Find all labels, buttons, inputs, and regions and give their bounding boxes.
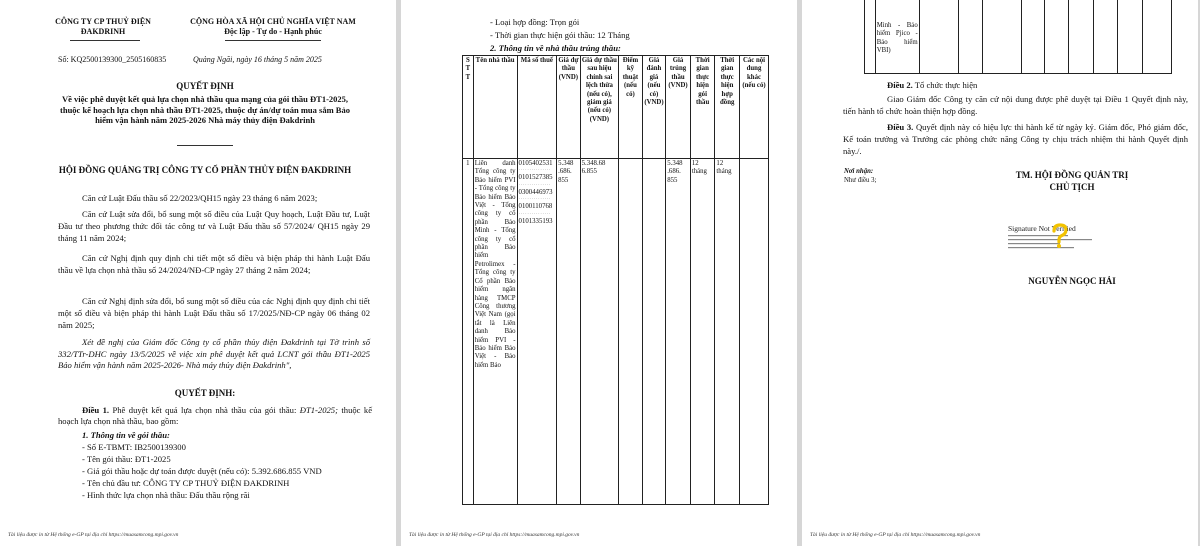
page-footer: Tài liệu được in từ Hệ thống e-GP tại địa chỉ https://muasamcong.mpi.gov.vn [8, 532, 179, 538]
contract-type: - Loại hợp đồng: Trọn gói [490, 17, 580, 27]
basis-3: Căn cứ Nghị định quy định chi tiết một số điều và biện pháp thi hành Luật Đấu thầu về lựa chọn nhà thầu số 24/2024/NĐ-CP ngày 27 tháng 2 năm 2024; [58, 253, 370, 275]
divider [177, 145, 233, 146]
winner-table-continued [864, 0, 1172, 74]
recipients: Như điều 3; [844, 177, 877, 184]
col-contractor-name: Tên nhà thầu [473, 56, 517, 159]
table-row [463, 159, 769, 505]
dotted-separator: ··············· [518, 168, 552, 174]
col-winning-price: Giá trúng thầu (VND) [666, 56, 691, 159]
basis-4: Căn cứ Nghị định sửa đổi, bổ sung một số điều của các Nghị định quy định chi tiết một số điều và biện pháp thi hành Luật Đấu thầu số 17/2025/NĐ-CP ngày 06 tháng 02 năm 2025; [58, 296, 370, 330]
cell-adjusted-price: 5.348.68 6.855 [580, 159, 619, 505]
article-1 [58, 405, 372, 427]
tax-code: 0101335193 [518, 217, 553, 225]
divider [70, 40, 140, 41]
divider [225, 40, 321, 41]
article-2-heading [863, 80, 1185, 91]
question-mark-icon [1050, 223, 1070, 249]
article-1-package: ĐT1-2025; [299, 405, 338, 415]
motto: Độc lập - Tự do - Hạnh phúc [224, 27, 322, 36]
article-3-label: Điều 3. [887, 122, 914, 132]
document-page-2 [401, 0, 797, 546]
decision-subject: Về việc phê duyệt kết quả lựa chọn nhà thầu qua mạng của gói thầu ĐT1-2025, thuộc kế hoạch lựa chọn nhà thầu ĐT1-2025, thuộc dự án/dự toán mua sắm Bảo hiểm vận hành năm 2025-2026 Nhà máy thủy điện Đakdrinh [60, 94, 350, 125]
cell-stt: 1 [463, 159, 474, 505]
col-package-time: Thời gian thực hiện gói thầu [690, 56, 715, 159]
cell-contractor-name-cont: Minh - Bảo hiểm Pjico - Bảo hiểm VBI) [875, 0, 919, 74]
article-2-label: Điều 2. [887, 80, 913, 90]
article-2-title: Tổ chức thực hiện [914, 80, 978, 90]
document-page-1 [0, 0, 396, 546]
col-other: Các nội dung khác (nếu có) [740, 56, 769, 159]
section-1-item: - Hình thức lựa chọn nhà thầu: Đấu thầu rộng rãi [82, 490, 250, 500]
article-1-label: Điều 1. [82, 405, 110, 415]
col-tech-score: Điểm kỹ thuật (nếu có) [619, 56, 643, 159]
article-3-text: Quyết định này có hiệu lực thi hành kể từ ngày ký. Giám đốc, Phó giám đốc, Kế toán trưởng và Trưởng các phòng chức năng Công ty chịu trách nhiệm thi hành Quyết định này./. [843, 122, 1188, 156]
col-adjusted-price: Giá dự thầu sau hiệu chỉnh sai lệch thừa (nếu có), giảm giá (nếu có) (VND) [580, 56, 619, 159]
cell-contract-time: 12 tháng [715, 159, 740, 505]
place-date: Quảng Ngãi, ngày 16 tháng 5 năm 2025 [193, 55, 322, 64]
col-eval-price: Giá đánh giá (nếu có) (VND) [642, 56, 666, 159]
document-page-3 [802, 0, 1198, 546]
decide-heading: QUYẾT ĐỊNH: [174, 388, 236, 398]
nation-header: CỘNG HÒA XÃ HỘI CHỦ NGHĨA VIỆT NAM [190, 17, 356, 26]
dotted-separator: ··············· [518, 182, 552, 188]
consideration: Xét đề nghị của Giám đốc Công ty cổ phần thủy điện Đakdrinh tại Tờ trình số 332/TTr-DHC ngày 13/5/2025 về việc xin phê duyệt kết quả LCNT gói thầu ĐT1-2025 Bảo hiểm vận hành năm 2025-2026- Nhà máy thủy điện Đakdrinh", [58, 337, 370, 371]
cell-other [740, 159, 769, 505]
cell-eval-price [642, 159, 666, 505]
col-stt: S T T [463, 56, 474, 159]
signer-role: CHỦ TỊCH [1049, 182, 1095, 192]
recipients-label: Nơi nhận: [844, 168, 874, 175]
section-2-title: 2. Thông tin về nhà thầu trúng thầu: [490, 43, 621, 53]
page-footer: Tài liệu được in từ Hệ thống e-GP tại địa chỉ https://muasamcong.mpi.gov.vn [409, 532, 580, 538]
article-3 [843, 121, 1188, 157]
col-contract-time: Thời gian thực hiện hợp đồng [715, 56, 740, 159]
article-1-text: Phê duyệt kết quả lựa chọn nhà thầu của gói thầu: [112, 405, 297, 415]
winner-table [462, 55, 769, 505]
basis-1: Căn cứ Luật Đấu thầu số 22/2023/QH15 ngày 23 tháng 6 năm 2023; [82, 193, 318, 203]
tax-code: 0300446973 [518, 188, 553, 196]
dotted-separator: ··············· [518, 211, 552, 217]
signing-organization: TM. HỘI ĐỒNG QUẢN TRỊ [1015, 170, 1129, 180]
tax-code: 0105402531 [518, 160, 553, 167]
cell-winning-price: 5.348 .686. 855 [666, 159, 691, 505]
section-1-item: - Tên gói thầu: ĐT1-2025 [82, 454, 171, 464]
signer-name: NGUYỄN NGỌC HẢI [1028, 276, 1116, 286]
col-tax-code: Mã số thuế [517, 56, 557, 159]
section-1-title: 1. Thông tin về gói thầu: [82, 430, 170, 440]
tax-code: 0101527385 [518, 174, 553, 182]
decision-title: QUYẾT ĐỊNH [176, 81, 234, 91]
signature-status: Signature Not Verified [1008, 224, 1076, 233]
cell-contractor-name: Liên danh Tổng công ty Bảo hiểm PVI - Tổng công ty Bảo hiểm Bảo Việt - Tổng công ty cổ phần Bảo Minh - Tổng công ty cổ phần Bảo hiểm Petrolimex - Tổng công ty Cổ phần Bảo hiểm ngân hàng TMCP Công thương Việt Nam (gọi tắt là Liên danh Bảo hiểm PVI - Bảo hiểm Bảo Việt - Bảo hiểm Bảo [473, 159, 517, 505]
section-1-item: - Giá gói thầu hoặc dự toán được duyệt (nếu có): 5.392.686.855 VND [82, 466, 322, 476]
cell-tech-score [619, 159, 643, 505]
tax-code: 0100110768 [518, 203, 553, 211]
table-row [865, 0, 1172, 74]
package-duration: - Thời gian thực hiện gói thầu: 12 Tháng [490, 30, 630, 40]
article-1-tail: thuộc kế hoạch lựa chọn nhà thầu, bao gồm: [58, 405, 373, 427]
table-header-row [463, 56, 769, 159]
council-heading: HỘI ĐỒNG QUẢNG TRỊ CÔNG TY CỔ PHẦN THỦY ĐIỆN ĐAKDRINH [58, 165, 352, 175]
cell-bid-price: 5.348 .686. 855 [557, 159, 581, 505]
cell-tax-codes [517, 159, 557, 505]
company-name: CÔNG TY CP THUỶ ĐIỆN ĐAKDRINH [55, 17, 151, 36]
page-footer: Tài liệu được in từ Hệ thống e-GP tại địa chỉ https://muasamcong.mpi.gov.vn [810, 532, 981, 538]
section-1-item: - Số E-TBMT: IB2500139300 [82, 442, 186, 452]
cell-package-time: 12 tháng [690, 159, 715, 505]
section-1-item: - Tên chủ đầu tư: CÔNG TY CP THUỶ ĐIỆN ĐAKDRINH [82, 478, 290, 488]
dotted-separator: ··············· [518, 197, 552, 203]
article-2-text: Giao Giám đốc Công ty căn cứ nội dung được phê duyệt tại Điều 1 Quyết định này, tiến hành tổ chức hoàn thiện hợp đồng. [843, 94, 1188, 116]
basis-2: Căn cứ Luật sửa đổi, bổ sung một số điều của Luật Quy hoạch, Luật Đầu tư, Luật Đầu tư theo phương thức đối tác công tư và Luật Đấu thầu số 57/2024/ QH15 ngày 29 tháng 11 năm 2024; [58, 209, 370, 243]
col-bid-price: Giá dự thầu (VND) [557, 56, 581, 159]
doc-number: Số: KQ2500139300_2505160835 [58, 55, 167, 64]
digital-signature-stamp[interactable] [1008, 224, 1118, 260]
